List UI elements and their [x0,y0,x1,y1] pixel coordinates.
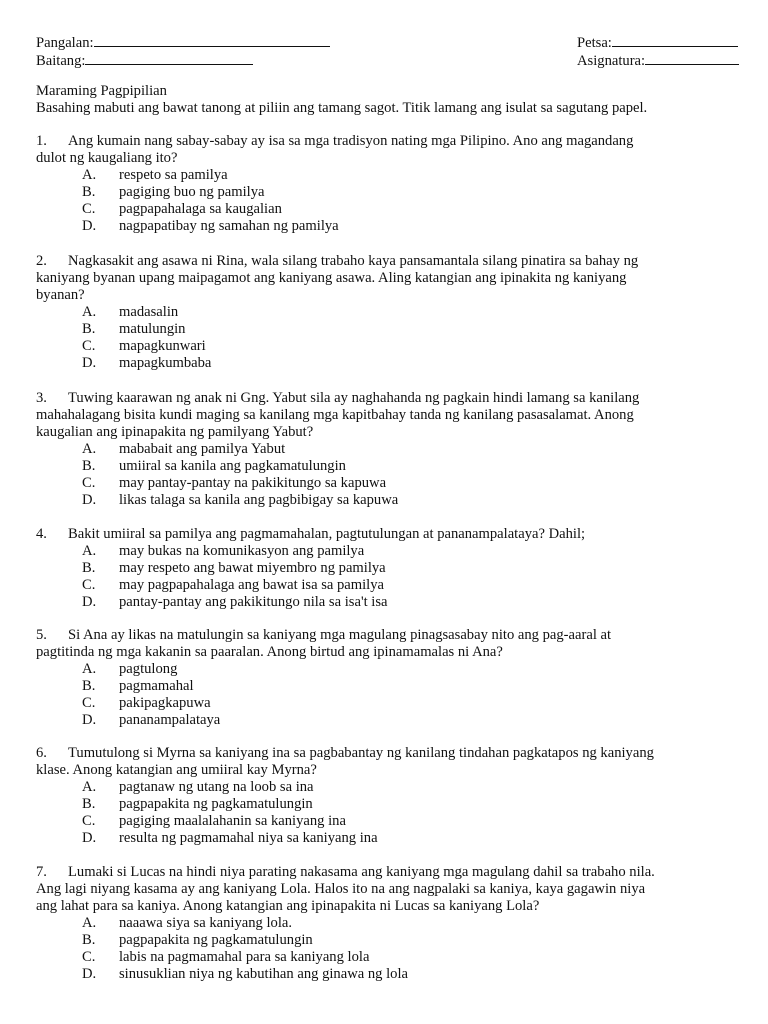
question-text: pagtitinda ng mga kakanin sa paaralan. Anong birtud ang ipinamamalas ni Ana? [36,644,503,660]
option-letter: D. [82,355,97,371]
option-text: nagpapatibay ng samahan ng pamilya [119,218,339,234]
question-text: mahahalagang bisita kundi maging sa kanilang mga kapitbahay tanda ng kanilang pasasalamat. Anong [36,407,634,423]
option-letter: B. [82,560,96,576]
option-letter: C. [82,338,96,354]
option-letter: A. [82,661,97,677]
answer-options [36,915,756,983]
option-text: pagiging buo ng pamilya [119,184,265,200]
option-text: mababait ang pamilya Yabut [119,441,286,457]
question-stem-line [36,287,756,304]
question-stem-line [36,881,756,898]
question-4 [36,526,756,611]
question-number: 4. [36,526,47,542]
answer-option [36,441,756,458]
option-letter: C. [82,695,96,711]
question-1 [36,133,756,235]
answer-option [36,475,756,492]
question-6 [36,745,756,847]
option-text: labis na pagmamahal para sa kaniyang lola [119,949,370,965]
option-letter: C. [82,475,96,491]
question-stem [36,627,756,661]
question-2 [36,253,756,372]
question-text: dulot ng kaugaliang ito? [36,150,178,166]
option-text: likas talaga sa kanila ang pagbibigay sa kapuwa [119,492,399,508]
answer-options [36,304,756,372]
option-letter: C. [82,949,96,965]
question-text: ang lahat para sa kaniya. Anong katangian ang ipinapakita ni Lucas sa kaniyang Lola? [36,898,540,914]
option-letter: B. [82,796,96,812]
question-stem-line [36,627,756,644]
question-text: kaniyang byanan upang maipagamot ang kaniyang asawa. Aling katangian ang ipinakita ng kaniyang [36,270,627,286]
answer-option [36,304,756,321]
date-blank-line [612,32,738,47]
option-letter: B. [82,458,96,474]
question-text: Bakit umiiral sa pamilya ang pagmamahalan, pagtutulungan at pananampalataya? Dahil; [68,526,586,542]
question-stem [36,526,756,543]
question-stem [36,133,756,167]
question-stem [36,745,756,779]
option-letter: C. [82,577,96,593]
grade-blank-line [85,50,253,65]
answer-option [36,560,756,577]
option-letter: B. [82,678,96,694]
date-label: Petsa: [577,35,612,51]
answer-option [36,949,756,966]
question-stem [36,864,756,915]
option-letter: B. [82,184,96,200]
question-stem-line [36,253,756,270]
answer-option [36,201,756,218]
question-3 [36,390,756,509]
name-label: Pangalan: [36,35,94,51]
question-number: 3. [36,390,47,406]
answer-option [36,338,756,355]
question-text: Ang lagi niyang kasama ay ang kaniyang Lola. Halos ito na ang nagpalaki sa kaniya, kaya gagawin niya [36,881,646,897]
question-number: 7. [36,864,47,880]
question-text: klase. Anong katangian ang umiiral kay Myrna? [36,762,317,778]
grade-label: Baitang: [36,53,86,69]
option-text: mapagkumbaba [119,355,212,371]
answer-option [36,678,756,695]
subject-field [577,50,739,70]
grade-field [36,50,253,70]
answer-option [36,661,756,678]
option-text: madasalin [119,304,179,320]
option-letter: A. [82,304,97,320]
option-text: pagiging maalalahanin sa kaniyang ina [119,813,346,829]
name-blank-line [94,32,330,47]
question-stem-line [36,390,756,407]
question-number: 1. [36,133,47,149]
option-letter: D. [82,966,97,982]
question-7 [36,864,756,983]
answer-options [36,779,756,847]
question-text: byanan? [36,287,85,303]
option-letter: C. [82,813,96,829]
question-stem-line [36,745,756,762]
option-text: may bukas na komunikasyon ang pamilya [119,543,365,559]
question-number: 6. [36,745,47,761]
option-letter: D. [82,830,97,846]
answer-option [36,577,756,594]
option-text: mapagkunwari [119,338,206,354]
option-text: pagmamahal [119,678,194,694]
question-number: 5. [36,627,47,643]
answer-options [36,661,756,729]
question-stem-line [36,407,756,424]
option-letter: C. [82,201,96,217]
question-text: Tuwing kaarawan ng anak ni Gng. Yabut sila ay naghahanda ng pagkain hindi lamang sa kanilang [68,390,640,406]
option-letter: D. [82,712,97,728]
answer-options [36,543,756,611]
question-stem-line [36,424,756,441]
option-text: may pantay-pantay na pakikitungo sa kapuwa [119,475,387,491]
question-text: kaugalian ang ipinapakita ng pamilyang Yabut? [36,424,314,440]
answer-option [36,695,756,712]
option-letter: B. [82,321,96,337]
option-text: may respeto ang bawat miyembro ng pamilya [119,560,386,576]
option-letter: A. [82,441,97,457]
question-text: Tumutulong si Myrna sa kaniyang ina sa pagbabantay ng kanilang tindahan pagkatapos ng kaniyang [68,745,654,761]
question-stem-line [36,864,756,881]
option-letter: D. [82,492,97,508]
answer-option [36,796,756,813]
option-letter: A. [82,167,97,183]
question-stem-line [36,898,756,915]
answer-option [36,594,756,611]
answer-option [36,712,756,729]
answer-option [36,321,756,338]
option-text: pagpapakita ng pagkamatulungin [119,932,313,948]
question-stem-line [36,644,756,661]
question-stem-line [36,270,756,287]
question-stem-line [36,762,756,779]
option-letter: A. [82,915,97,931]
option-text: pakipagkapuwa [119,695,211,711]
option-text: pagtanaw ng utang na loob sa ina [119,779,314,795]
answer-option [36,218,756,235]
question-number: 2. [36,253,47,269]
answer-option [36,915,756,932]
question-text: Lumaki si Lucas na hindi niya parating nakasama ang kaniyang mga magulang dahil sa trabaho nila. [68,864,655,880]
option-letter: A. [82,543,97,559]
answer-option [36,355,756,372]
option-text: umiiral sa kanila ang pagkamatulungin [119,458,346,474]
answer-option [36,167,756,184]
answer-options [36,441,756,509]
answer-option [36,830,756,847]
answer-option [36,813,756,830]
question-stem-line [36,526,756,543]
option-letter: B. [82,932,96,948]
question-text: Si Ana ay likas na matulungin sa kaniyang mga magulang pinagsasabay nito ang pag-aaral at [68,627,612,643]
answer-option [36,779,756,796]
option-text: matulungin [119,321,186,337]
question-stem-line [36,133,756,150]
option-letter: D. [82,594,97,610]
header-row-2 [36,50,750,68]
question-stem [36,390,756,441]
option-text: may pagpapahalaga ang bawat isa sa pamilya [119,577,385,593]
answer-option [36,932,756,949]
option-text: resulta ng pagmamahal niya sa kaniyang ina [119,830,378,846]
answer-option [36,184,756,201]
section-title: Maraming Pagpipilian [36,83,167,99]
name-field [36,32,330,52]
option-text: pananampalataya [119,712,221,728]
option-text: pagpapakita ng pagkamatulungin [119,796,313,812]
answer-options [36,167,756,235]
instructions-text: Basahing mabuti ang bawat tanong at piliin ang tamang sagot. Titik lamang ang isulat sa sagutang papel. [36,100,648,116]
subject-blank-line [645,50,739,65]
option-letter: D. [82,218,97,234]
option-text: respeto sa pamilya [119,167,228,183]
subject-label: Asignatura: [577,53,646,69]
option-text: sinusuklian niya ng kabutihan ang ginawa ng lola [119,966,408,982]
answer-option [36,458,756,475]
option-text: pagtulong [119,661,178,677]
header-row-1 [36,32,750,50]
option-text: naaawa siya sa kaniyang lola. [119,915,293,931]
instructions-block [36,83,750,117]
answer-option [36,492,756,509]
question-text: Nagkasakit ang asawa ni Rina, wala silang trabaho kaya pansamantala silang pinatira sa bahay ng [68,253,639,269]
question-stem-line [36,150,756,167]
answer-option [36,543,756,560]
option-text: pagpapahalaga sa kaugalian [119,201,282,217]
question-text: Ang kumain nang sabay-sabay ay isa sa mga tradisyon nating mga Pilipino. Ano ang magandang [68,133,634,149]
question-5 [36,627,756,729]
option-text: pantay-pantay ang pakikitungo nila sa isa't isa [119,594,388,610]
question-stem [36,253,756,304]
answer-option [36,966,756,983]
option-letter: A. [82,779,97,795]
date-field [577,32,738,52]
